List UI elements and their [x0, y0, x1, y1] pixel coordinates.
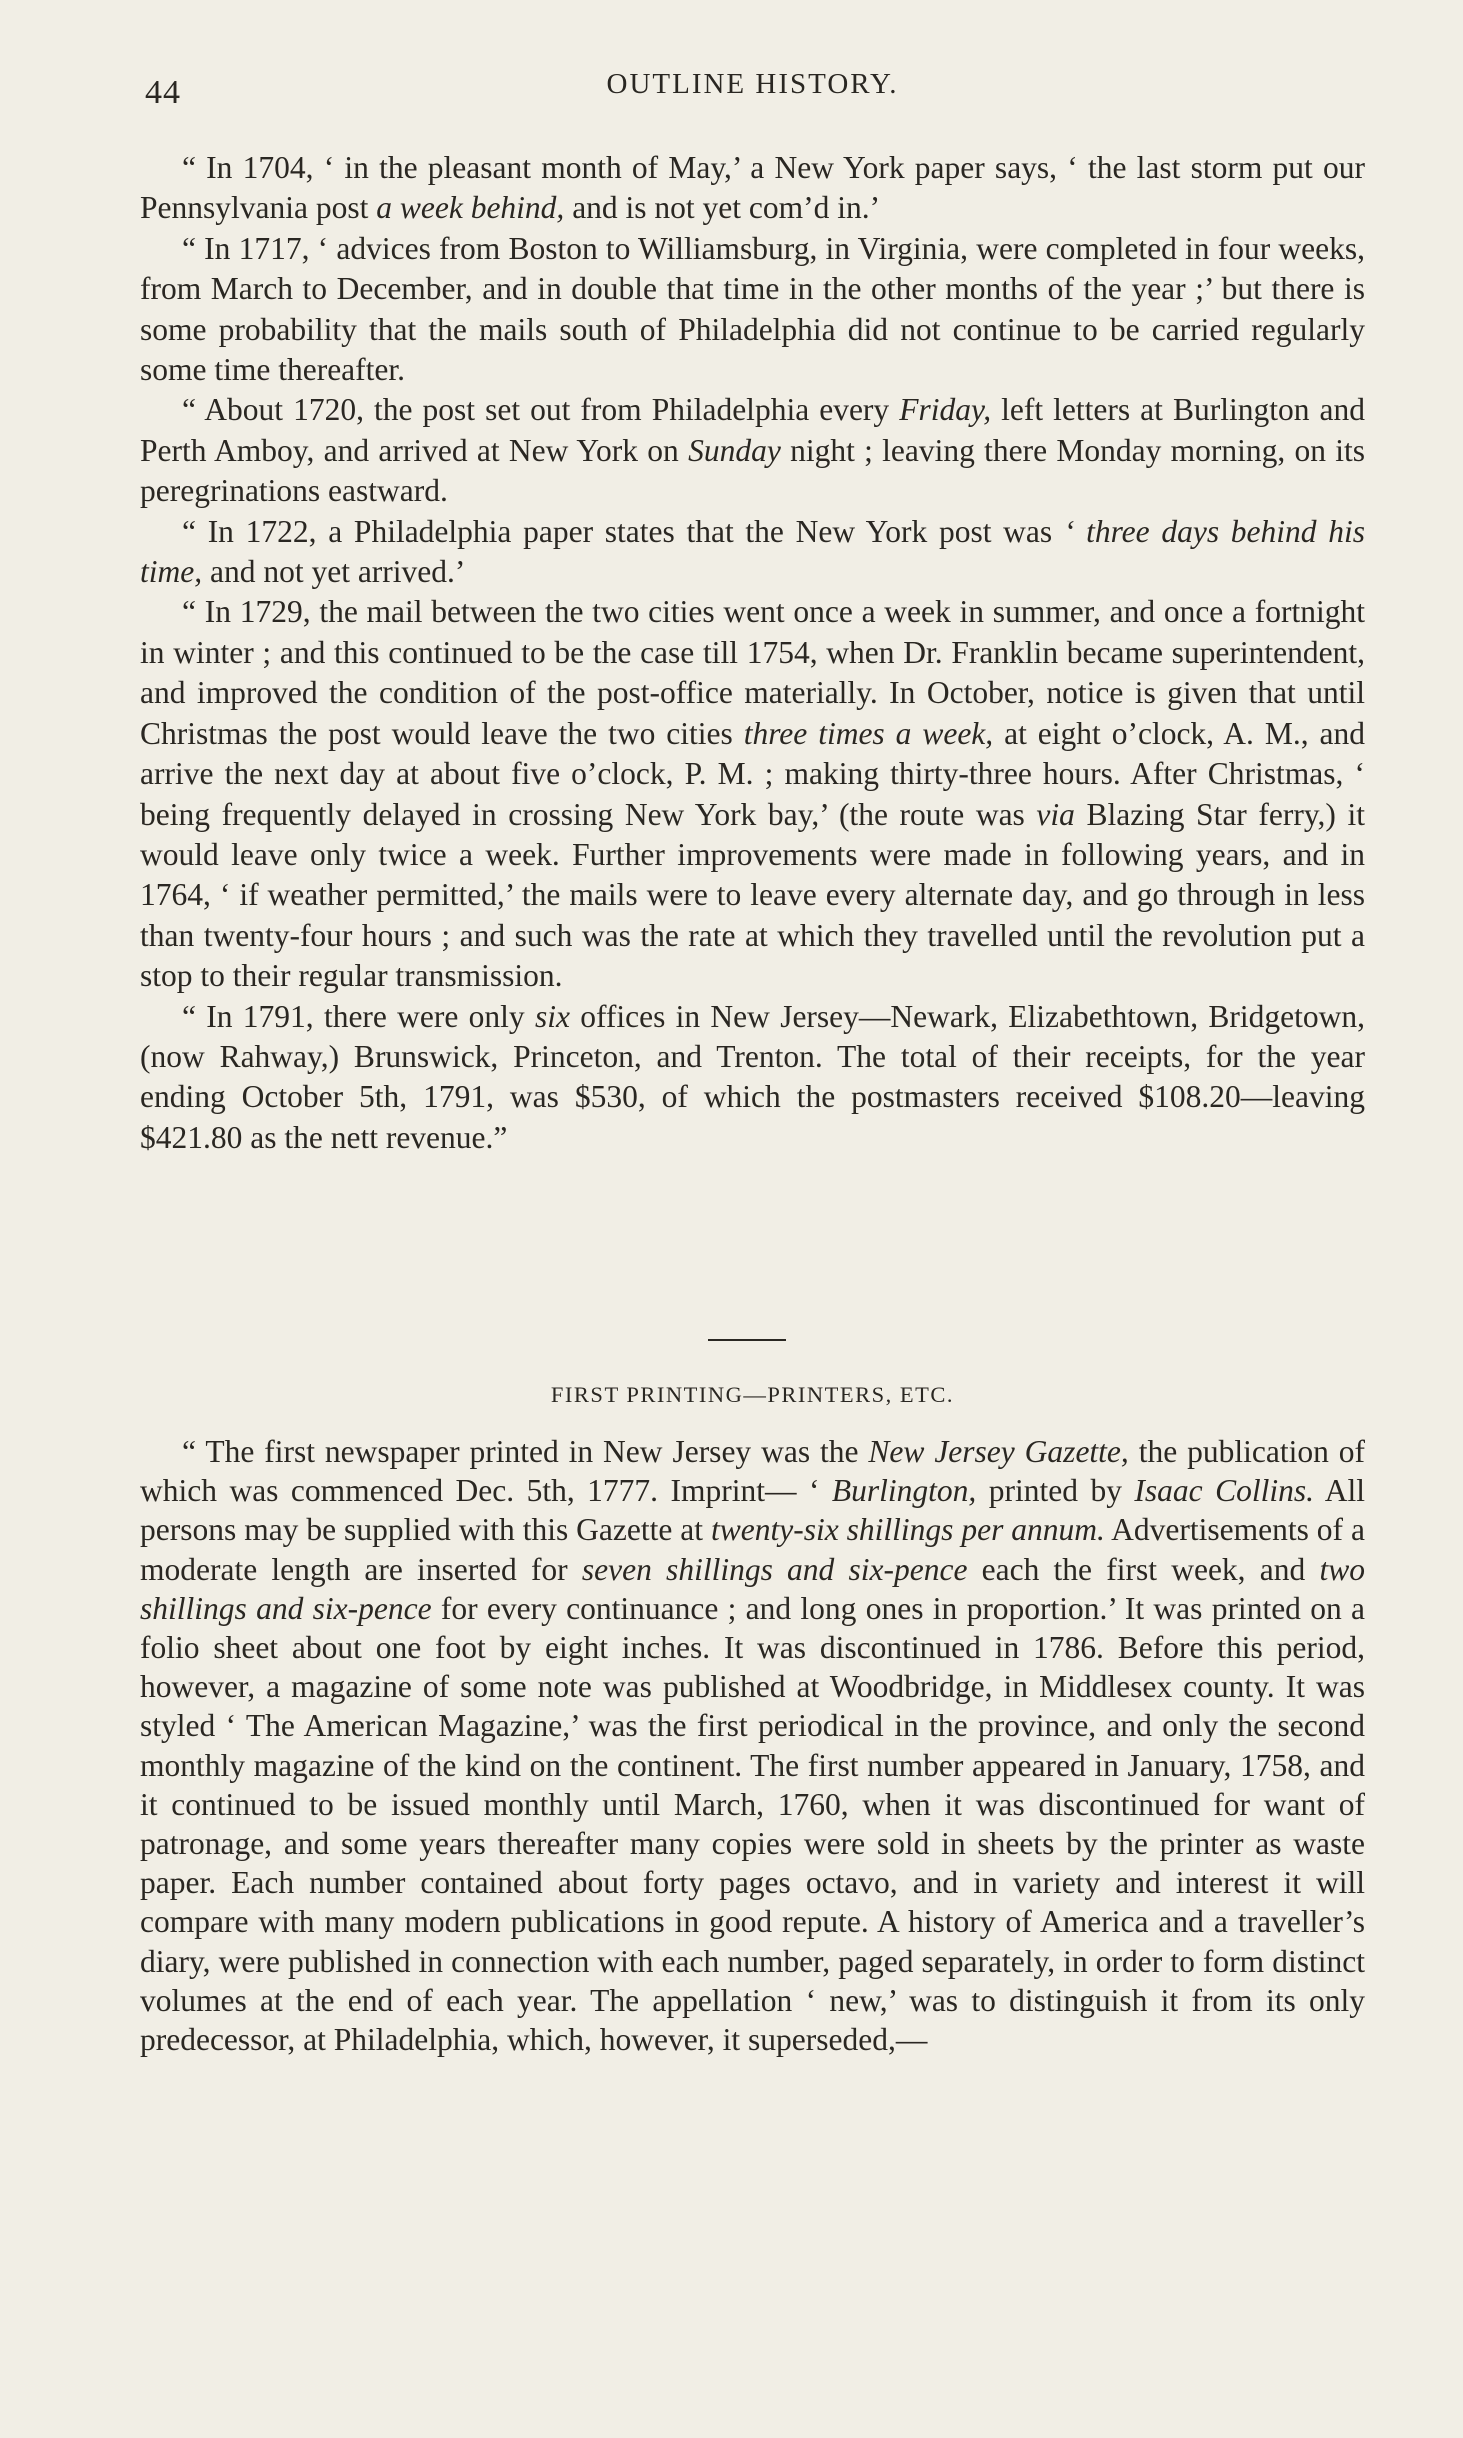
italic-text: New Jersey Gazette,	[868, 1434, 1129, 1469]
paragraph	[140, 148, 1365, 229]
section-divider	[708, 1339, 786, 1341]
text-run: “ In 1722, a Philadelphia paper states that the New York post was	[182, 513, 1064, 549]
text-run: “ In 1729, the mail between the two cities went once a week in summer, and once a fortnight in winter ; and this continued to be the case till 1754, when Dr. Franklin became superintendent, and improved the condition of the post-office materially. In October, notice is given that until Christmas the post would leave the two cities	[140, 594, 1365, 751]
italic-text: Sunday	[688, 432, 781, 468]
paragraph	[140, 592, 1365, 996]
section-heading: FIRST PRINTING—PRINTERS, ETC.	[550, 1382, 955, 1407]
italic-text: two shillings and six-pence	[140, 1551, 1365, 1626]
italic-text: Friday,	[899, 392, 992, 428]
text-run: Advertisements of a moderate length are inserted for	[140, 1512, 1365, 1587]
italic-text: ‘ three days behind his time,	[140, 513, 1366, 590]
section-text	[140, 1432, 1365, 2059]
text-run: night ; leaving there Monday morning, on its peregrinations eastward.	[140, 432, 1366, 509]
text-run: “ About 1720, the post set out from Philadelphia every	[182, 392, 900, 428]
text-run: “ In 1704, ‘ in the pleasant month of May,’ a New York paper says, ‘ the last storm put our Pennsylvania post	[140, 150, 1365, 226]
text-run: Blazing Star ferry,) it would leave only twice a week. Further improvements were made in following years, and in 1764, ‘ if weather permitted,’ the mails were to leave every alternate day, and go through in less than twenty-four hours ; and such was the rate at which they travelled until the revolution put a stop to their regular transmission.	[140, 796, 1365, 994]
text-run: each the first week, and	[967, 1551, 1320, 1587]
text-run: All persons may be supplied with this Gazette at	[140, 1473, 1365, 1548]
paragraph	[140, 512, 1365, 593]
text-run: left letters at Burlington and Perth Amboy, and arrived at New York on	[140, 392, 1365, 468]
paragraph	[140, 390, 1365, 511]
paragraph	[140, 1432, 1365, 2059]
italic-text: three times a week,	[743, 715, 994, 751]
text-run: at eight o’clock, A. M., and arrive the next day at about five o’clock, P. M. ; making thirty-three hours. After Christmas, ‘ being frequently delayed in crossing New York bay,’ (the route was	[140, 715, 1366, 832]
text-run: “ The first newspaper printed in New Jersey was the	[182, 1434, 869, 1469]
text-run: offices in New Jersey—Newark, Elizabethtown, Bridgetown, (now Rahway,) Brunswick, Princeton, and Trenton. The total of their receipts, for the year ending October 5th, 1791, was $530, of which the postmasters received $108.20—leaving $421.80 as the nett revenue.”	[140, 998, 1365, 1155]
italic-text: twenty-six shillings per annum.	[710, 1512, 1105, 1548]
italic-text: via	[1036, 796, 1075, 832]
text-run: “ In 1791, there were only	[182, 998, 535, 1034]
paragraph	[140, 997, 1365, 1159]
italic-text: a week behind,	[376, 190, 565, 226]
italic-text: Burlington,	[831, 1473, 977, 1509]
text-run: “ In 1717, ‘ advices from Boston to Williamsburg, in Virginia, were completed in four weeks, from March to December, and in double that time in the other months of the year ;’ but there is some probability that the mails south of Philadelphia did not continue to be carried regularly some time thereafter.	[140, 230, 1365, 388]
text-run: and is not yet com’d in.’	[564, 190, 881, 226]
text-run: printed by	[976, 1473, 1135, 1509]
running-title: OUTLINE HISTORY.	[606, 68, 899, 100]
italic-text: seven shillings and six-pence	[581, 1551, 968, 1587]
text-run: the publication of which was commenced Dec. 5th, 1777. Imprint— ‘	[140, 1434, 1365, 1509]
main-text	[140, 148, 1365, 1158]
page-number: 44	[145, 74, 181, 111]
text-run: and not yet arrived.’	[202, 554, 466, 590]
paragraph	[140, 229, 1365, 391]
page-header	[145, 68, 1360, 118]
italic-text: Isaac Collins.	[1134, 1473, 1314, 1509]
italic-text: six	[534, 998, 570, 1034]
text-run: for every continuance ; and long ones in proportion.’ It was printed on a folio sheet about one foot by eight inches. It was discontinued in 1786. Before this period, however, a magazine of some note was published at Woodbridge, in Middlesex county. It was styled ‘ The American Magazine,’ was the first periodical in the province, and only the second monthly magazine of the kind on the continent. The first number appeared in January, 1758, and it continued to be issued monthly until March, 1760, when it was discontinued for want of patronage, and some years thereafter many copies were sold in sheets by the printer as waste paper. Each number contained about forty pages octavo, and in variety and interest it will compare with many modern publications in good repute. A history of America and a traveller’s diary, were published in connection with each number, paged separately, in order to form distinct volumes at the end of each year. The appellation ‘ new,’ was to distinguish it from its only predecessor, at Philadelphia, which, however, it superseded,—	[140, 1590, 1365, 2058]
